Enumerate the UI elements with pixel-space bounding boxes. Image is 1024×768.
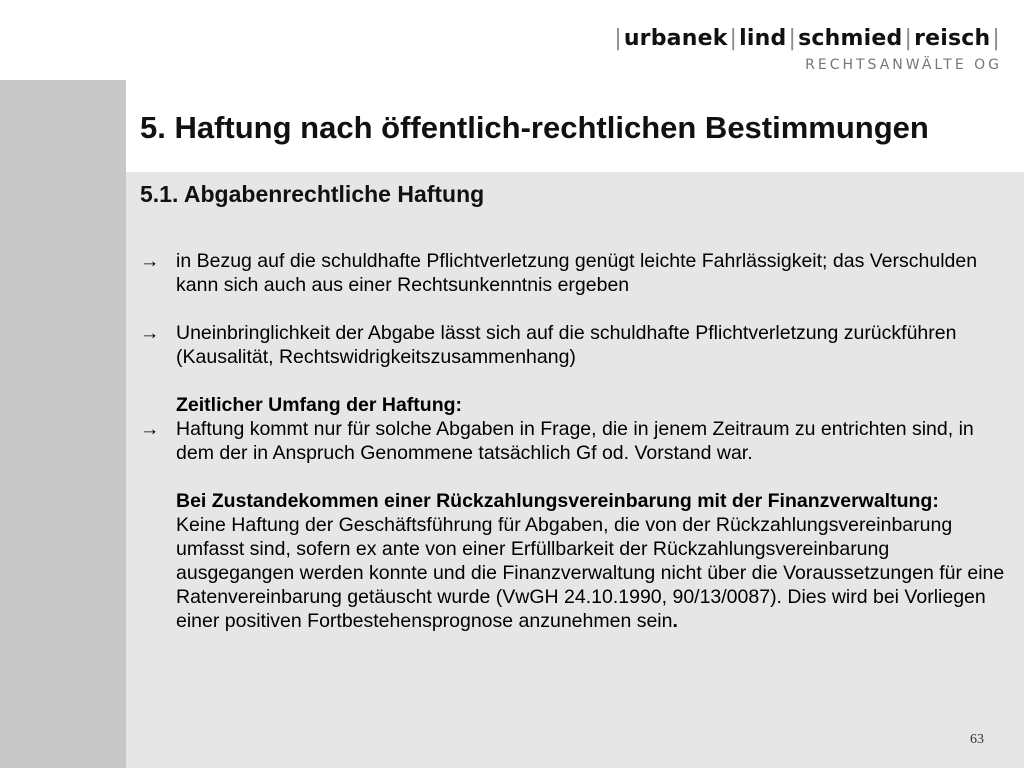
logo-name-2: lind [739, 26, 787, 51]
logo-subtitle: RECHTSANWÄLTE OG [805, 57, 1002, 73]
logo-names: |urbanek|lind|schmied|reisch| [614, 26, 1000, 51]
logo-name-1: urbanek [623, 26, 728, 51]
bullet-text: Haftung kommt nur für solche Abgaben in Frage, die in jenem Zeitraum zu entrichten sind, in dem der in Anspruch Genommene tatsächlich Gf od. Vorstand war. [176, 418, 974, 464]
bullet-text: in Bezug auf die schuldhafte Pflichtverletzung genügt leichte Fahrlässigkeit; das Verschulden kann sich auch aus einer Rechtsunkenntnis ergeben [176, 250, 978, 296]
arrow-icon: → [140, 250, 160, 272]
repayment-paragraph: Keine Haftung der Geschäftsführung für Abgaben, die von der Rückzahlungsvereinbarung umfasst sind, sofern ex ante von einer Erfüllbarkeit der Rückzahlungsvereinbarung ausgegangen werden konnte und die Finanzverwaltung nicht über die Voraussetzungen für eine Ratenvereinbarung getäuscht wurde (VwGH 24.10.1990, 90/13/0087). Dies wird bei Vorliegen einer positiven Fortbestehensprognose anzunehmen sein. [176, 514, 1005, 632]
logo-name-4: reisch [914, 26, 991, 51]
slide-subtitle: 5.1. Abgabenrechtliche Haftung [140, 181, 485, 207]
page-number: 63 [970, 732, 984, 747]
firm-logo [612, 26, 1002, 73]
section-heading-time: Zeitlicher Umfang der Haftung: [176, 394, 463, 416]
logo-name-3: schmied [798, 26, 903, 51]
section-heading-repayment: Bei Zustandekommen einer Rückzahlungsvereinbarung mit der Finanzverwaltung: [176, 490, 939, 512]
arrow-icon: → [140, 322, 160, 344]
bullet-text: Uneinbringlichkeit der Abgabe lässt sich auf die schuldhafte Pflichtverletzung zurückführen (Kausalität, Rechtswidrigkeitszusammenhang) [176, 322, 957, 368]
bullet-item [140, 249, 1010, 297]
slide-body [140, 249, 1010, 633]
arrow-icon: → [140, 418, 160, 440]
left-decorative-bar [0, 80, 126, 768]
bullet-item [140, 321, 1010, 369]
bullet-item [140, 417, 1010, 465]
slide-title: 5. Haftung nach öffentlich-rechtlichen Bestimmungen [140, 110, 929, 145]
